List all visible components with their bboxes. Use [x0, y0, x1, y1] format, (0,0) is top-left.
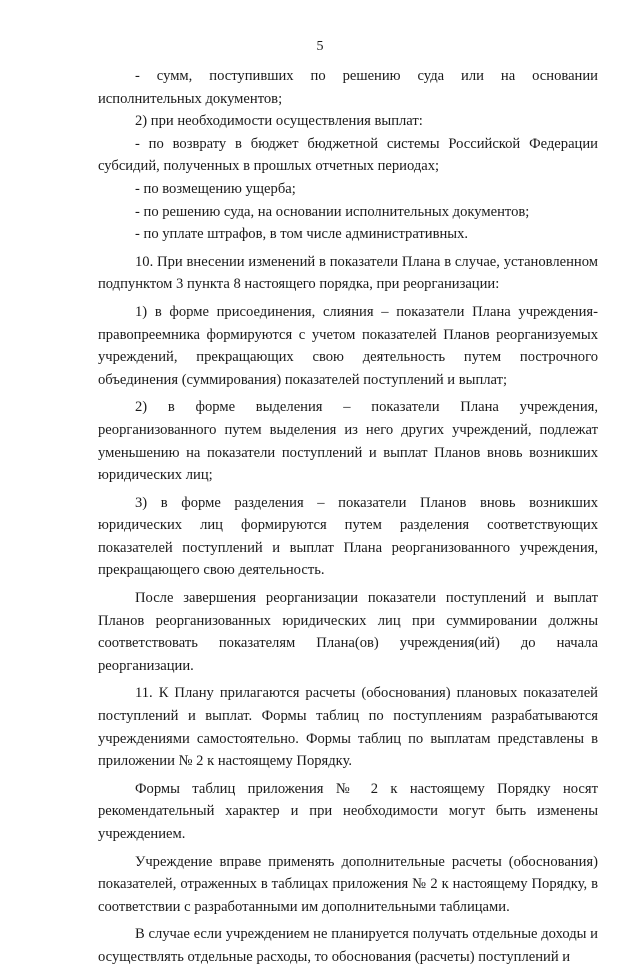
paragraph-subsidy-return: - по возврату в бюджет бюджетной системы Российской Федерации субсидий, полученных в прошлых отчетных периодах;	[98, 135, 598, 175]
paragraph-payments-intro: 2) при необходимости осуществления выплат:	[135, 113, 423, 130]
paragraph-after-reorganization: После завершения реорганизации показатели поступлений и выплат Планов реорганизованных юридических лиц при суммировании должны соответствовать показателям Плана(ов) учреждения(ий) до начала реорганизации.	[98, 590, 598, 674]
paragraph-damage-compensation: - по возмещению ущерба;	[135, 180, 296, 197]
paragraph-court-decision: - по решению суда, на основании исполнительных документов;	[135, 203, 530, 220]
page-number: 5	[316, 39, 324, 54]
paragraph-item-10: 10. При внесении изменений в показатели Плана в случае, установленном подпунктом 3 пункта 8 настоящего порядка, при реорганизации:	[98, 253, 598, 293]
paragraph-separation: 2) в форме выделения – показатели Плана учреждения, реорганизованного путем выделения из него других учреждений, подлежат уменьшению на показатели поступлений и выплат Планов вновь возникших юридических лиц;	[98, 399, 598, 484]
paragraph-no-planned-income: В случае если учреждением не планируется получать отдельные доходы и осуществлять отдельные расходы, то обоснования (расчеты) поступлений и	[98, 926, 598, 965]
paragraph-item-11: 11. К Плану прилагаются расчеты (обоснования) плановых показателей поступлений и выплат. Формы таблиц по поступлениям разрабатываются учреждениями самостоятельно. Формы таблиц по выплатам представлены в приложении № 2 к настоящему Порядку.	[98, 685, 598, 770]
paragraph-table-forms: Формы таблиц приложения № 2 к настоящему Порядку носят рекомендательный характер и при необходимости могут быть изменены учреждением.	[98, 780, 598, 842]
paragraph-additional-calculations: Учреждение вправе применять дополнительные расчеты (обоснования) показателей, отраженных в таблицах приложения № 2 к настоящему Порядку, в соответствии с разработанными им дополнительными таблицами.	[98, 853, 598, 915]
paragraph-merger: 1) в форме присоединения, слияния – показатели Плана учреждения-правопреемника формируются с учетом показателей Планов реорганизуемых учреждений, прекращающих свою деятельность путем построчного объединения (суммирования) показателей поступлений и выплат;	[98, 303, 598, 388]
paragraph-fines: - по уплате штрафов, в том числе административных.	[135, 226, 469, 243]
paragraph-court-sums: - сумм, поступивших по решению суда или на основании исполнительных документов;	[98, 68, 598, 107]
document-body	[98, 65, 598, 969]
paragraph-division: 3) в форме разделения – показатели Планов вновь возникших юридических лиц формируются путем разделения соответствующих показателей поступлений и выплат Плана реорганизованного учреждения, прекращающего свою деятельность.	[98, 494, 598, 579]
